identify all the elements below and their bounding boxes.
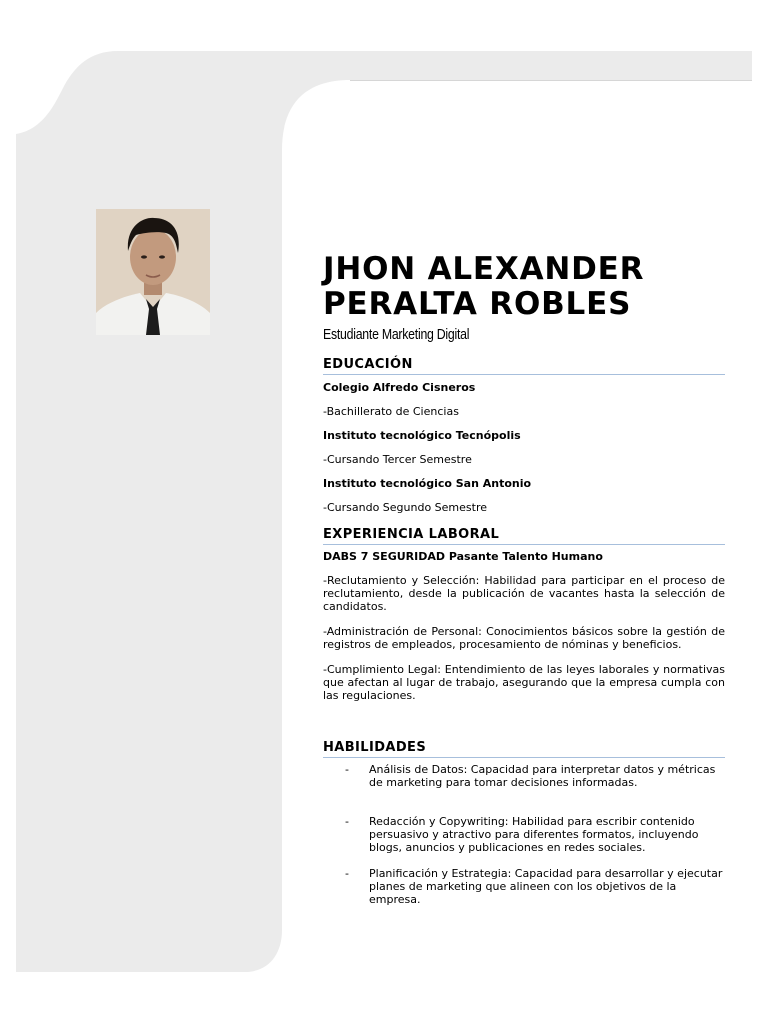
education-detail-3: -Cursando Segundo Semestre [323,501,488,514]
bullet-dash: - [345,815,349,828]
name-line-1: JHON ALEXANDER [323,251,645,287]
experience-job-title: DABS 7 SEGURIDAD Pasante Talento Humano [323,550,603,563]
education-school-2: Instituto tecnológico Tecnópolis [323,429,521,442]
skills-heading: HABILIDADES [323,740,725,758]
skill-item [323,867,725,906]
experience-paragraph-1: -Reclutamiento y Selección: Habilidad para participar en el proceso de reclutamiento, desde la publicación de vacantes hasta la selección de candidatos. [323,574,725,613]
experience-heading: EXPERIENCIA LABORAL [323,527,725,545]
candidate-name [323,252,725,322]
education-list [323,381,725,514]
skill-item [323,815,725,854]
skills-list [323,763,725,906]
skill-text-2: Redacción y Copywriting: Habilidad para escribir contenido persuasivo y atractivo para diferentes formatos, incluyendo blogs, anuncios y publicaciones en redes sociales. [369,815,699,854]
experience-paragraph-2: -Administración de Personal: Conocimientos básicos sobre la gestión de registros de empleados, procesamiento de nóminas y beneficios. [323,625,725,651]
candidate-subtitle: Estudiante Marketing Digital [323,326,470,343]
profile-photo [96,209,210,335]
education-school-3: Instituto tecnológico San Antonio [323,477,532,490]
skill-text-1: Análisis de Datos: Capacidad para interpretar datos y métricas de marketing para tomar decisiones informadas. [369,763,716,789]
experience-paragraph-3: -Cumplimiento Legal: Entendimiento de las leyes laborales y normativas que afectan al lugar de trabajo, asegurando que la empresa cumpla con las regulaciones. [323,663,725,702]
education-detail-1: -Bachillerato de Ciencias [323,405,459,418]
skill-text-3: Planificación y Estrategia: Capacidad para desarrollar y ejecutar planes de marketing que alineen con los objetivos de la empresa. [369,867,723,906]
education-school-1: Colegio Alfredo Cisneros [323,381,476,394]
skill-item [323,763,725,789]
main-content [323,252,725,906]
bullet-dash: - [345,867,349,880]
education-detail-2: -Cursando Tercer Semestre [323,453,472,466]
name-line-2: PERALTA ROBLES [323,286,632,322]
bullet-dash: - [345,763,349,776]
education-heading: EDUCACIÓN [323,357,725,375]
